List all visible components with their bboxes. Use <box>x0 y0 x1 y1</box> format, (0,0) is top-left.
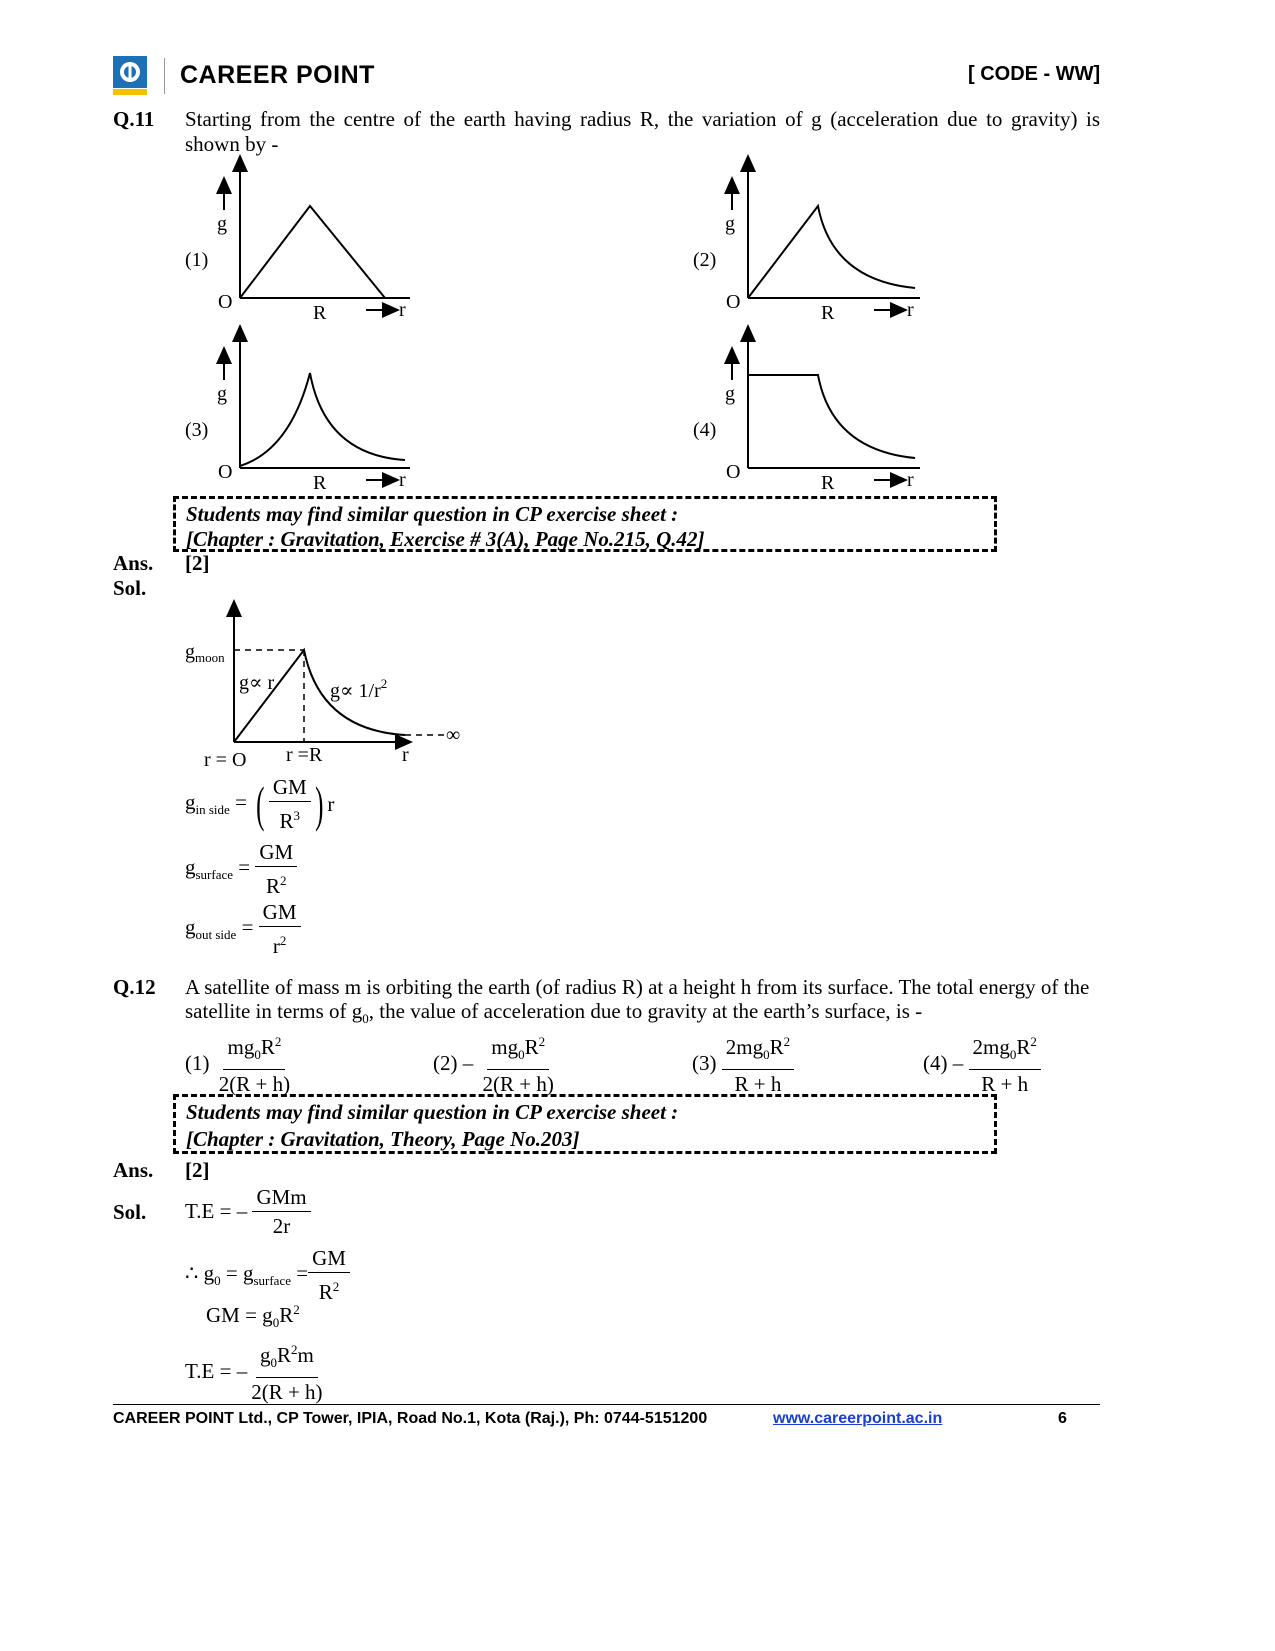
q12-eq-te-final: T.E = – $\frac{g_0R^2m}{2(R + h)}$ <box>185 1338 327 1404</box>
q12-option-1[interactable]: (1) $\frac{mg_0R^2}{2(R + h)}$ <box>185 1030 294 1096</box>
q12-text-line2: satellite in terms of $g_0$, the value of acceleration due to gravity at the earth’s surface, is - <box>185 999 923 1027</box>
q12-text-line1: A satellite of mass m is orbiting the earth (of radius R) at a height h from its surface. The total energy of the <box>185 975 1090 999</box>
q12-number: Q.12 <box>113 975 156 999</box>
q12-option-2[interactable]: (2) – $\frac{mg_0R^2}{2(R + h)}$ <box>433 1030 558 1096</box>
axis-g-3: g <box>217 383 227 405</box>
brand-name: CAREER POINT <box>180 61 375 89</box>
q12-eq-g0: ∴ $g_0 = g_{surface}$ = $\frac{GM}{R^2}$ <box>185 1246 350 1304</box>
svg-text:O: O <box>726 291 741 313</box>
q11-hint-box <box>173 496 997 552</box>
q12-hint-line1: Students may find similar question in CP exercise sheet : <box>186 1100 679 1124</box>
svg-text:∞: ∞ <box>446 724 461 746</box>
logo-mark <box>113 56 147 96</box>
header-divider <box>164 58 165 94</box>
axis-g-2: g <box>725 213 735 235</box>
eq-g-outside: $g_{out side}$ = $\frac{GM}{r^2}$ <box>185 900 301 958</box>
q11-solution-graph <box>180 595 480 775</box>
q11-ans-value: [2] <box>185 551 210 575</box>
footer-website-link[interactable]: www.careerpoint.ac.in <box>773 1410 943 1427</box>
svg-text:gmoon: $g_{moon}$ <box>185 641 225 665</box>
q11-options-graphs <box>180 150 940 495</box>
q11-ans-label: Ans. <box>113 551 154 575</box>
svg-text:O: O <box>726 461 741 483</box>
opt-label-1: (1) <box>185 249 209 271</box>
svg-text:r: r <box>402 744 409 766</box>
svg-text:R: R <box>313 302 327 324</box>
q11-number: Q.11 <box>113 107 155 131</box>
axis-g-4: g <box>725 383 735 405</box>
eq-g-inside: $g_{in side}$ = ( $\frac{GM}{R^3}$ ) r <box>185 775 335 833</box>
q12-ans-label: Ans. <box>113 1158 154 1182</box>
svg-text:R: R <box>821 302 835 324</box>
q11-hint-line1: Students may find similar question in CP exercise sheet : <box>186 502 679 526</box>
opt-label-2: (2) <box>693 249 717 271</box>
q12-hint-box <box>173 1094 997 1154</box>
q12-sol-label: Sol. <box>113 1200 147 1224</box>
svg-text:g∝ 1/r2: $g\propto 1/r^2$ <box>330 676 388 702</box>
q11-text: Starting from the centre of the earth having radius R, the variation of g (acceleration due to gravity) is shown by - <box>185 107 1100 156</box>
svg-text:r: r <box>399 469 406 491</box>
svg-text:r: r <box>399 299 406 321</box>
paper-code: [ CODE - WW] <box>968 63 1101 85</box>
opt-label-4: (4) <box>693 419 717 441</box>
g-moon-label: g <box>185 641 195 663</box>
svg-text:O: O <box>218 291 233 313</box>
q12-eq-te: T.E = – $\frac{\text{GMm}}{2r}$ <box>185 1185 311 1238</box>
q11-hint-line2: [Chapter : Gravitation, Exercise # 3(A), Page No.215, Q.42] <box>186 527 705 551</box>
svg-text:R: R <box>313 472 327 494</box>
q12-option-3[interactable]: (3) $\frac{2mg_0R^2}{R + h}$ <box>692 1030 794 1096</box>
q12-ans-value: [2] <box>185 1158 210 1182</box>
svg-text:r =R: r =R <box>286 744 323 766</box>
q12-hint-line2: [Chapter : Gravitation, Theory, Page No.203] <box>186 1127 580 1151</box>
footer-rule <box>113 1404 1100 1405</box>
q12-eq-gm: GM = $g_0R^2$ <box>206 1302 300 1331</box>
svg-text:r: r <box>907 469 914 491</box>
svg-text:O: O <box>218 461 233 483</box>
q12-option-4[interactable]: (4) – $\frac{2mg_0R^2}{R + h}$ <box>923 1030 1041 1096</box>
footer-address: CAREER POINT Ltd., CP Tower, IPIA, Road No.1, Kota (Raj.), Ph: 0744-5151200 <box>113 1410 708 1427</box>
svg-text:R: R <box>821 472 835 494</box>
opt-label-3: (3) <box>185 419 209 441</box>
eq-g-surface: $g_{surface}$ = $\frac{GM}{R^2}$ <box>185 840 297 898</box>
page-number: 6 <box>1058 1410 1067 1427</box>
svg-text:r: r <box>907 299 914 321</box>
svg-text:r = O: r = O <box>204 749 247 771</box>
axis-g-1: g <box>217 213 227 235</box>
q11-sol-label: Sol. <box>113 576 147 600</box>
svg-text:g∝ r: g∝ r <box>239 672 275 694</box>
